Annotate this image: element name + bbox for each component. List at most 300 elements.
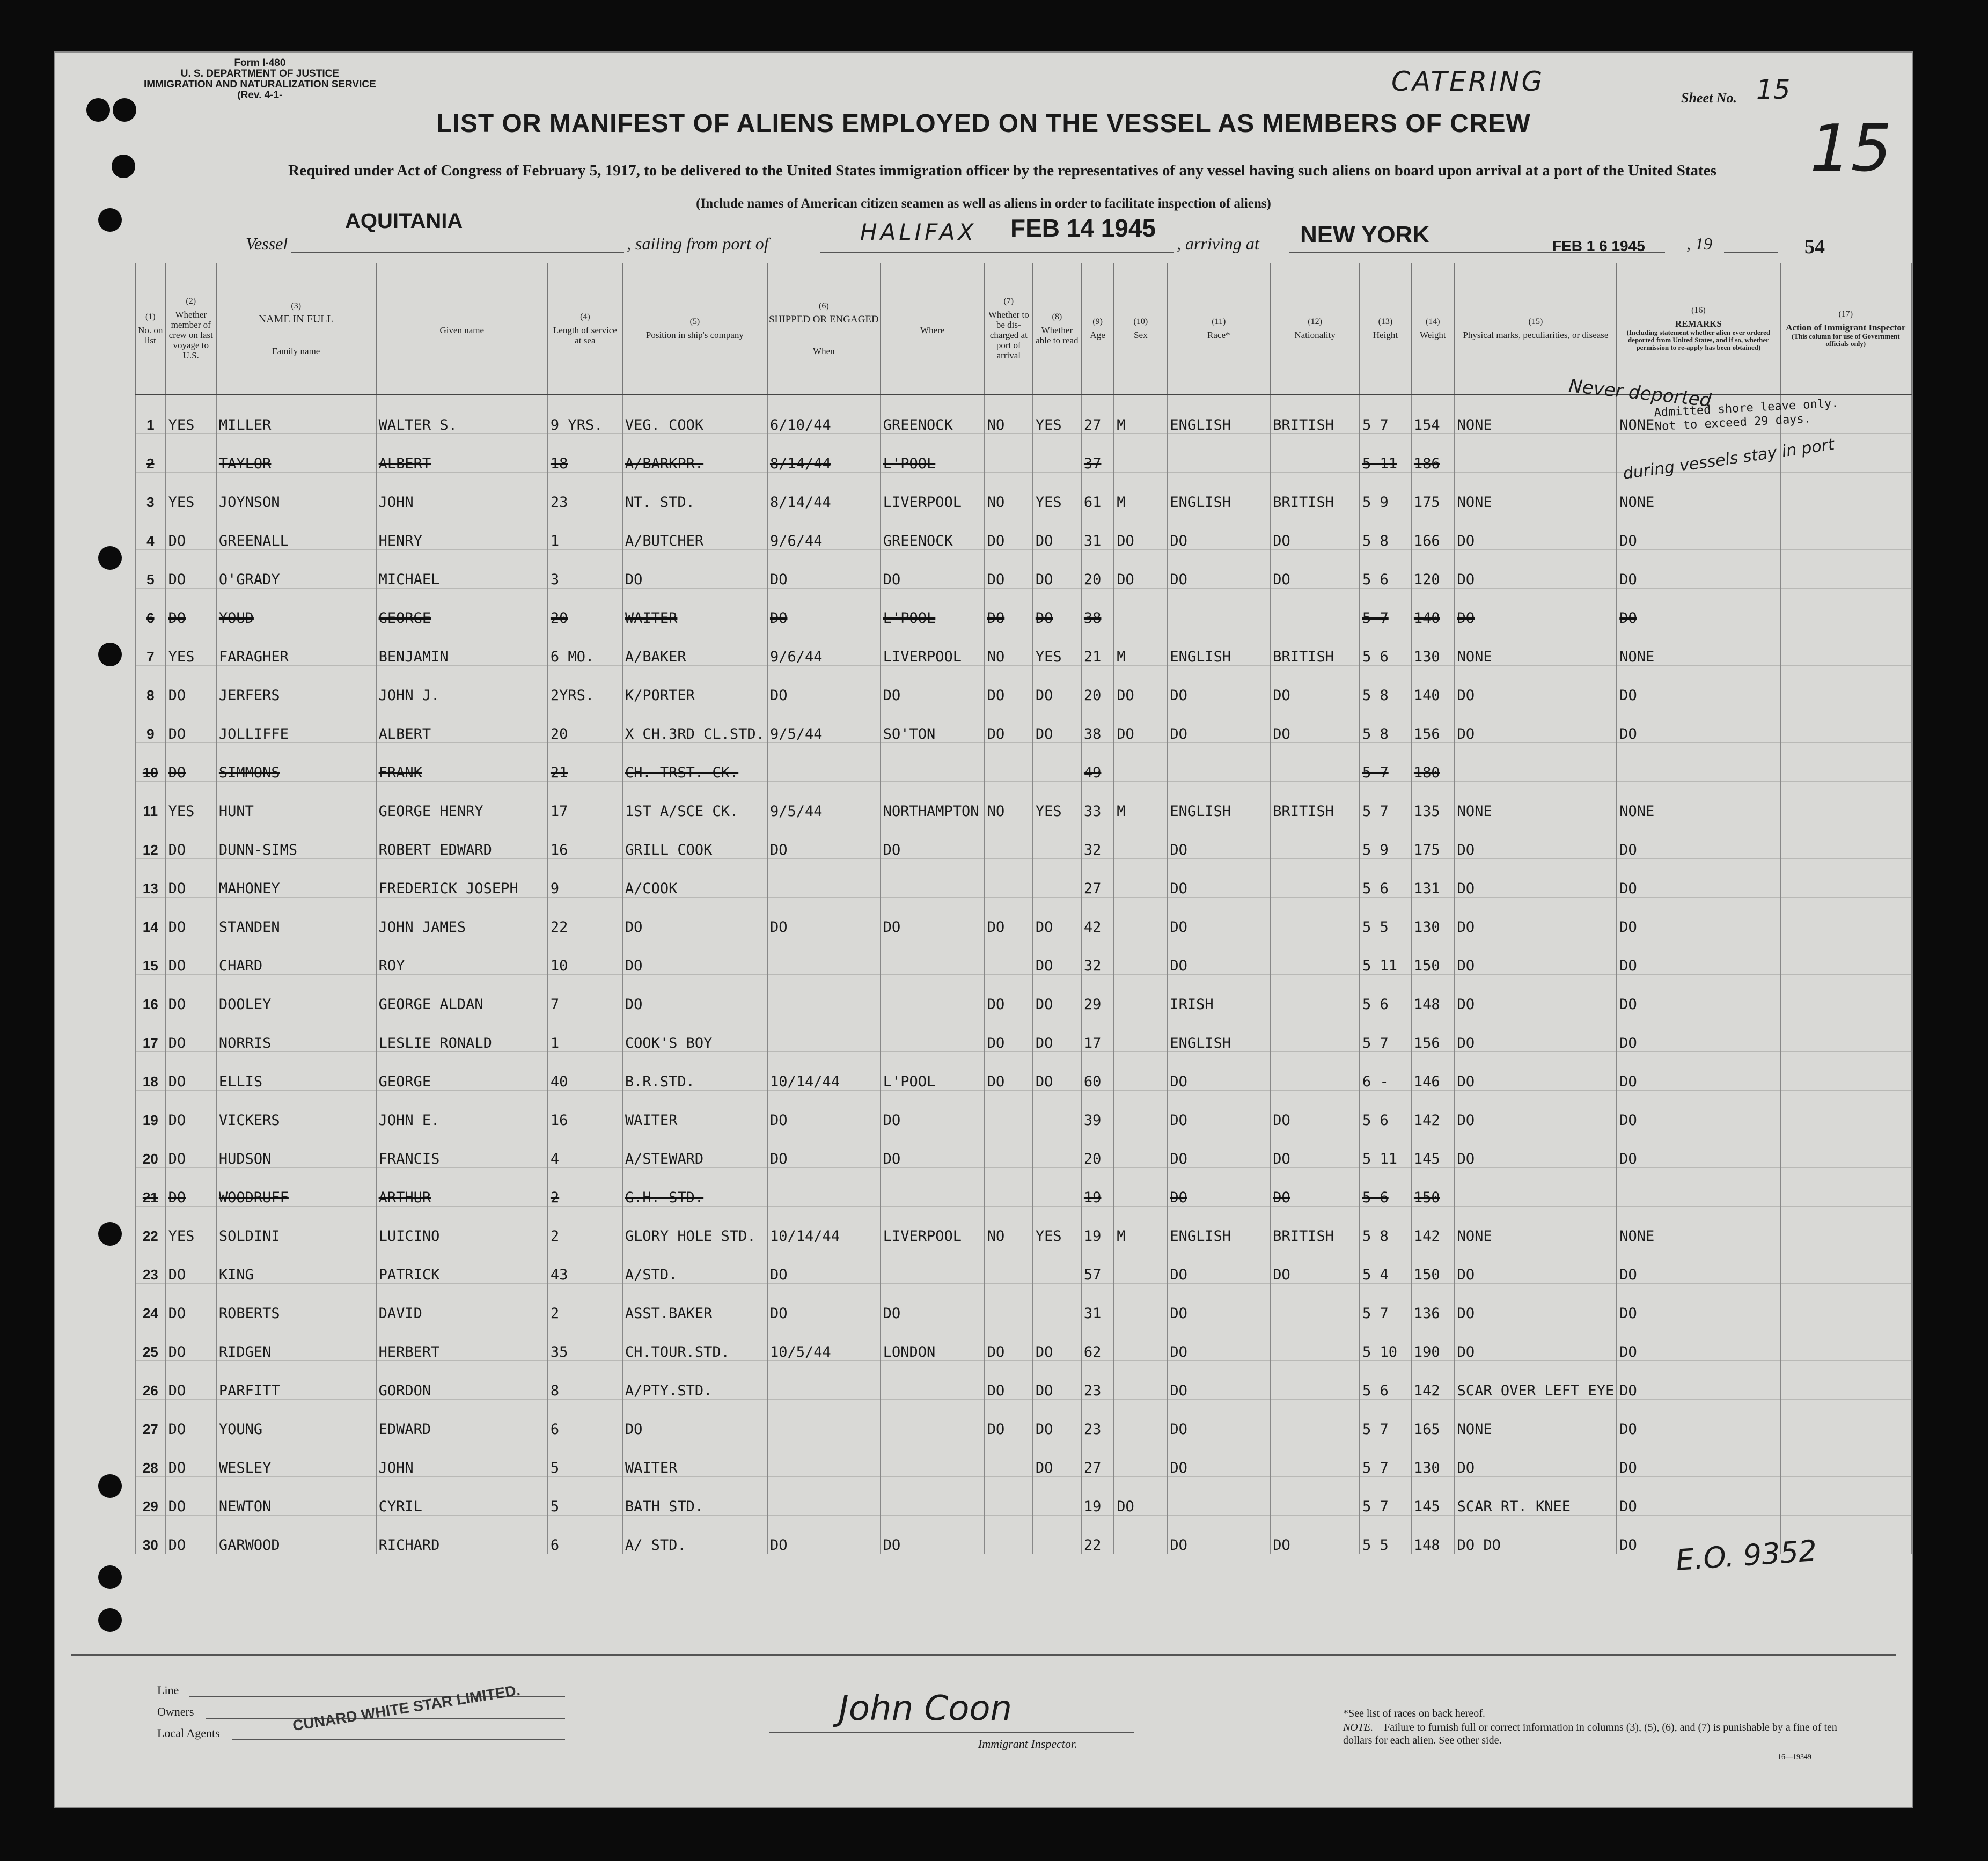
- cell-where: DO: [881, 1284, 985, 1322]
- cell-nat: DO: [1270, 704, 1360, 743]
- cell-read: DO: [1033, 1052, 1081, 1091]
- cell-marks: DO: [1455, 1245, 1617, 1284]
- col-action: (17) Action of Immigrant Inspector (This column for use of Government officials only): [1780, 263, 1911, 395]
- cell-position: A/BAKER: [622, 627, 767, 666]
- cell-nat: [1270, 820, 1360, 859]
- cell-read: DO: [1033, 666, 1081, 704]
- cell-family: O'GRADY: [216, 550, 376, 589]
- cell-given: RICHARD: [376, 1516, 548, 1554]
- cell-discharged: NO: [985, 473, 1033, 511]
- cell-remarks: NONE: [1617, 627, 1780, 666]
- cell-action: [1780, 704, 1911, 743]
- cell-remarks: DO: [1617, 859, 1780, 898]
- cell-height: 5 7: [1360, 395, 1411, 434]
- cell-action: [1780, 898, 1911, 936]
- cell-given: MICHAEL: [376, 550, 548, 589]
- cell-read: [1033, 1245, 1081, 1284]
- cell-prev: DO: [166, 743, 216, 782]
- cell-sex: [1114, 434, 1167, 473]
- cell-sex: [1114, 975, 1167, 1013]
- cell-when: [767, 1477, 881, 1516]
- cell-read: [1033, 1168, 1081, 1207]
- cell-family: JOLLIFFE: [216, 704, 376, 743]
- penalty-note: [1343, 1721, 1847, 1747]
- cell-service: 6: [548, 1400, 622, 1438]
- cell-age: 31: [1081, 1284, 1114, 1322]
- cell-height: 5 8: [1360, 511, 1411, 550]
- cell-remarks: DO: [1617, 666, 1780, 704]
- cell-where: DO: [881, 1129, 985, 1168]
- cell-family: VICKERS: [216, 1091, 376, 1129]
- cell-service: 5: [548, 1477, 622, 1516]
- cell-sex: DO: [1114, 666, 1167, 704]
- note-prefix: NOTE.: [1343, 1722, 1374, 1733]
- cell-weight: 165: [1411, 1400, 1455, 1438]
- cell-service: 7: [548, 975, 622, 1013]
- cell-when: DO: [767, 1284, 881, 1322]
- cell-age: 60: [1081, 1052, 1114, 1091]
- cell-where: [881, 1013, 985, 1052]
- cell-discharged: DO: [985, 975, 1033, 1013]
- crew-row: [135, 1477, 1911, 1516]
- cell-remarks: NONE: [1617, 1207, 1780, 1245]
- cell-marks: DO DO: [1455, 1516, 1617, 1554]
- cell-age: 32: [1081, 820, 1114, 859]
- cell-height: 5 7: [1360, 589, 1411, 627]
- cell-height: 5 6: [1360, 1168, 1411, 1207]
- cell-nat: [1270, 1438, 1360, 1477]
- cell-sex: DO: [1114, 704, 1167, 743]
- cell-age: 61: [1081, 473, 1114, 511]
- cell-service: 43: [548, 1245, 622, 1284]
- cell-remarks: DO: [1617, 1361, 1780, 1400]
- cell-sex: M: [1114, 1207, 1167, 1245]
- col-read: (8) Whether able to read: [1033, 263, 1081, 395]
- signature-blank: [769, 1732, 1134, 1733]
- cell-weight: 150: [1411, 1168, 1455, 1207]
- cell-nat: DO: [1270, 666, 1360, 704]
- cell-action: [1780, 859, 1911, 898]
- cell-discharged: NO: [985, 395, 1033, 434]
- cell-marks: NONE: [1455, 1207, 1617, 1245]
- cell-age: 20: [1081, 1129, 1114, 1168]
- cell-no: 25: [135, 1322, 166, 1361]
- cell-given: GORDON: [376, 1361, 548, 1400]
- cell-family: STANDEN: [216, 898, 376, 936]
- revision: (Rev. 4-1-: [237, 90, 283, 101]
- cell-where: NORTHAMPTON: [881, 782, 985, 820]
- col-weight: (14) Weight: [1411, 263, 1455, 395]
- cell-race: ENGLISH: [1167, 782, 1270, 820]
- cell-remarks: [1617, 743, 1780, 782]
- cell-action: [1780, 666, 1911, 704]
- cell-where: [881, 1361, 985, 1400]
- crew-table: [135, 263, 1912, 1554]
- cell-read: DO: [1033, 975, 1081, 1013]
- cell-height: 5 6: [1360, 1091, 1411, 1129]
- cell-prev: DO: [166, 975, 216, 1013]
- cell-remarks: DO: [1617, 975, 1780, 1013]
- cell-discharged: [985, 1091, 1033, 1129]
- crew-row: [135, 589, 1911, 627]
- cell-weight: 180: [1411, 743, 1455, 782]
- cell-weight: 130: [1411, 898, 1455, 936]
- cell-service: 18: [548, 434, 622, 473]
- cell-marks: NONE: [1455, 782, 1617, 820]
- cell-when: [767, 1438, 881, 1477]
- cell-given: GEORGE HENRY: [376, 782, 548, 820]
- cell-remarks: DO: [1617, 1129, 1780, 1168]
- cell-when: [767, 936, 881, 975]
- cell-no: 17: [135, 1013, 166, 1052]
- cell-service: 16: [548, 820, 622, 859]
- cell-sex: [1114, 936, 1167, 975]
- cell-age: 37: [1081, 434, 1114, 473]
- cell-height: 5 4: [1360, 1245, 1411, 1284]
- cell-action: [1780, 1091, 1911, 1129]
- cell-race: DO: [1167, 820, 1270, 859]
- cell-race: DO: [1167, 704, 1270, 743]
- cell-when: DO: [767, 898, 881, 936]
- cell-position: X CH.3RD CL.STD.: [622, 704, 767, 743]
- crew-row: [135, 782, 1911, 820]
- cell-weight: 135: [1411, 782, 1455, 820]
- cell-position: A/STD.: [622, 1245, 767, 1284]
- cell-no: 18: [135, 1052, 166, 1091]
- cell-family: RIDGEN: [216, 1322, 376, 1361]
- cell-sex: [1114, 898, 1167, 936]
- cell-race: DO: [1167, 511, 1270, 550]
- manifest-sheet: [54, 51, 1913, 1808]
- cell-remarks: [1617, 1168, 1780, 1207]
- cell-prev: DO: [166, 1400, 216, 1438]
- cell-age: 31: [1081, 511, 1114, 550]
- cell-race: DO: [1167, 1438, 1270, 1477]
- cell-remarks: DO: [1617, 550, 1780, 589]
- cell-sex: [1114, 1361, 1167, 1400]
- cell-marks: DO: [1455, 1091, 1617, 1129]
- cell-discharged: [985, 743, 1033, 782]
- cell-when: 9/5/44: [767, 782, 881, 820]
- cell-when: 9/6/44: [767, 627, 881, 666]
- cell-remarks: DO: [1617, 1322, 1780, 1361]
- cell-read: [1033, 434, 1081, 473]
- cell-service: 2: [548, 1284, 622, 1322]
- cell-no: 30: [135, 1516, 166, 1554]
- cell-prev: DO: [166, 1091, 216, 1129]
- cell-service: 1: [548, 511, 622, 550]
- cell-read: YES: [1033, 1207, 1081, 1245]
- cell-marks: [1455, 743, 1617, 782]
- cell-marks: DO: [1455, 936, 1617, 975]
- cell-age: 27: [1081, 1438, 1114, 1477]
- cell-discharged: [985, 1284, 1033, 1322]
- footer-divider: [71, 1654, 1896, 1656]
- cell-age: 27: [1081, 859, 1114, 898]
- cell-age: 20: [1081, 666, 1114, 704]
- cell-service: 4: [548, 1129, 622, 1168]
- cell-remarks: DO: [1617, 1438, 1780, 1477]
- cell-position: WAITER: [622, 589, 767, 627]
- cell-weight: 120: [1411, 550, 1455, 589]
- cell-no: 23: [135, 1245, 166, 1284]
- cell-service: 9: [548, 859, 622, 898]
- cell-read: DO: [1033, 1361, 1081, 1400]
- cell-service: 23: [548, 473, 622, 511]
- cell-action: [1780, 975, 1911, 1013]
- cell-action: [1780, 782, 1911, 820]
- cell-prev: DO: [166, 550, 216, 589]
- cell-family: HUNT: [216, 782, 376, 820]
- cell-action: [1780, 1284, 1911, 1322]
- agents-blank: [232, 1739, 565, 1740]
- cell-age: 17: [1081, 1013, 1114, 1052]
- cell-discharged: NO: [985, 782, 1033, 820]
- cell-remarks: DO: [1617, 936, 1780, 975]
- cell-family: DOOLEY: [216, 975, 376, 1013]
- cell-service: 10: [548, 936, 622, 975]
- cell-age: 49: [1081, 743, 1114, 782]
- crew-row: [135, 1129, 1911, 1168]
- crew-row: [135, 1438, 1911, 1477]
- cell-read: [1033, 1516, 1081, 1554]
- annotation-during-stay: during vessels stay in port: [1622, 435, 1836, 484]
- cell-prev: DO: [166, 1168, 216, 1207]
- cell-position: A/ STD.: [622, 1516, 767, 1554]
- cell-given: LUICINO: [376, 1207, 548, 1245]
- cell-prev: DO: [166, 1245, 216, 1284]
- cell-weight: 130: [1411, 627, 1455, 666]
- cell-marks: DO: [1455, 898, 1617, 936]
- cell-race: DO: [1167, 1129, 1270, 1168]
- cell-height: 5 7: [1360, 1013, 1411, 1052]
- cell-remarks: DO: [1617, 1477, 1780, 1516]
- cell-marks: DO: [1455, 704, 1617, 743]
- cell-marks: DO: [1455, 589, 1617, 627]
- cell-action: [1780, 1013, 1911, 1052]
- cell-height: 5 8: [1360, 666, 1411, 704]
- cell-read: [1033, 820, 1081, 859]
- cell-given: CYRIL: [376, 1477, 548, 1516]
- cell-discharged: [985, 936, 1033, 975]
- cell-height: 5 9: [1360, 820, 1411, 859]
- cell-prev: DO: [166, 704, 216, 743]
- cell-position: GLORY HOLE STD.: [622, 1207, 767, 1245]
- cell-nat: BRITISH: [1270, 627, 1360, 666]
- cell-where: DO: [881, 898, 985, 936]
- cell-marks: DO: [1455, 859, 1617, 898]
- cell-race: DO: [1167, 1361, 1270, 1400]
- cell-service: 5: [548, 1438, 622, 1477]
- cell-action: [1780, 1477, 1911, 1516]
- cell-where: LIVERPOOL: [881, 627, 985, 666]
- punch-hole: [112, 155, 135, 178]
- year-label: , 19: [1686, 234, 1712, 253]
- cell-marks: NONE: [1455, 395, 1617, 434]
- cell-prev: DO: [166, 1129, 216, 1168]
- crew-row: [135, 666, 1911, 704]
- cell-action: [1780, 1400, 1911, 1438]
- form-title: LIST OR MANIFEST OF ALIENS EMPLOYED ON THE VESSEL AS MEMBERS OF CREW: [436, 109, 1531, 138]
- cell-family: MAHONEY: [216, 859, 376, 898]
- cell-position: DO: [622, 975, 767, 1013]
- cell-read: DO: [1033, 1438, 1081, 1477]
- cell-no: 28: [135, 1438, 166, 1477]
- cell-discharged: DO: [985, 511, 1033, 550]
- cell-age: 42: [1081, 898, 1114, 936]
- cell-marks: DO: [1455, 1284, 1617, 1322]
- cell-height: 5 7: [1360, 1284, 1411, 1322]
- sheet-label: Sheet No.: [1681, 90, 1737, 106]
- cell-weight: 150: [1411, 936, 1455, 975]
- cell-no: 8: [135, 666, 166, 704]
- cell-nat: [1270, 1013, 1360, 1052]
- cell-action: [1780, 936, 1911, 975]
- cell-race: DO: [1167, 666, 1270, 704]
- cell-no: 24: [135, 1284, 166, 1322]
- races-note: *See list of races on back hereof.: [1343, 1708, 1485, 1719]
- cell-nat: DO: [1270, 1168, 1360, 1207]
- cell-nat: [1270, 898, 1360, 936]
- cell-discharged: [985, 820, 1033, 859]
- cell-family: NORRIS: [216, 1013, 376, 1052]
- cell-discharged: DO: [985, 1400, 1033, 1438]
- cell-discharged: [985, 1477, 1033, 1516]
- cell-sex: [1114, 1322, 1167, 1361]
- cell-nat: [1270, 1400, 1360, 1438]
- cell-sex: M: [1114, 473, 1167, 511]
- cell-position: CH. TRST. CK.: [622, 743, 767, 782]
- cell-remarks: NONE: [1617, 782, 1780, 820]
- cell-nat: [1270, 936, 1360, 975]
- cell-height: 5 7: [1360, 1438, 1411, 1477]
- cell-race: DO: [1167, 1322, 1270, 1361]
- cell-prev: [166, 434, 216, 473]
- punch-hole: [98, 1222, 122, 1246]
- cell-no: 2: [135, 434, 166, 473]
- cell-action: [1780, 550, 1911, 589]
- annotation-admitted: Admitted shore leave only. Not to exceed 29 days.: [1653, 396, 1839, 434]
- crew-row: [135, 859, 1911, 898]
- cell-race: DO: [1167, 936, 1270, 975]
- col-race: (11) Race*: [1167, 263, 1270, 395]
- cell-when: 8/14/44: [767, 434, 881, 473]
- cell-position: CH.TOUR.STD.: [622, 1322, 767, 1361]
- cell-weight: 190: [1411, 1322, 1455, 1361]
- vessel-name: AQUITANIA: [345, 209, 463, 233]
- cell-weight: 154: [1411, 395, 1455, 434]
- crew-row: [135, 1013, 1911, 1052]
- cell-marks: DO: [1455, 820, 1617, 859]
- cell-height: 5 6: [1360, 1361, 1411, 1400]
- cell-service: 9 YRS.: [548, 395, 622, 434]
- cell-position: GRILL COOK: [622, 820, 767, 859]
- cell-when: 8/14/44: [767, 473, 881, 511]
- remarks-note: (Including statement whether alien ever ordered deported from United States, and if so, whether permission to re-apply has been obtained): [1626, 328, 1771, 351]
- cell-age: 62: [1081, 1322, 1114, 1361]
- cell-position: B.R.STD.: [622, 1052, 767, 1091]
- cell-sex: [1114, 1091, 1167, 1129]
- cell-marks: DO: [1455, 975, 1617, 1013]
- cell-family: ELLIS: [216, 1052, 376, 1091]
- cell-sex: [1114, 1168, 1167, 1207]
- cell-position: NT. STD.: [622, 473, 767, 511]
- cell-where: LIVERPOOL: [881, 473, 985, 511]
- cell-no: 26: [135, 1361, 166, 1400]
- cell-marks: DO: [1455, 550, 1617, 589]
- cell-position: A/STEWARD: [622, 1129, 767, 1168]
- cell-given: WALTER S.: [376, 395, 548, 434]
- crew-row: [135, 743, 1911, 782]
- cell-sex: [1114, 1516, 1167, 1554]
- cell-action: [1780, 743, 1911, 782]
- annotation-never-deported: Never deported: [1567, 375, 1713, 411]
- cell-when: 10/5/44: [767, 1322, 881, 1361]
- cell-action: [1780, 1245, 1911, 1284]
- crew-row: [135, 511, 1911, 550]
- inspector-label: Immigrant Inspector.: [978, 1737, 1077, 1750]
- cell-action: [1780, 1361, 1911, 1400]
- cell-read: YES: [1033, 627, 1081, 666]
- col-service: (4) Length of service at sea: [548, 263, 622, 395]
- cell-position: DO: [622, 936, 767, 975]
- cell-service: 17: [548, 782, 622, 820]
- cell-weight: 150: [1411, 1245, 1455, 1284]
- cell-discharged: DO: [985, 666, 1033, 704]
- cell-nat: [1270, 1284, 1360, 1322]
- cell-position: WAITER: [622, 1091, 767, 1129]
- cell-family: PARFITT: [216, 1361, 376, 1400]
- cell-prev: DO: [166, 898, 216, 936]
- cell-discharged: [985, 1129, 1033, 1168]
- cell-read: DO: [1033, 550, 1081, 589]
- cell-given: LESLIE RONALD: [376, 1013, 548, 1052]
- cell-where: [881, 859, 985, 898]
- cell-read: YES: [1033, 782, 1081, 820]
- cell-position: A/BARKPR.: [622, 434, 767, 473]
- col-remarks: (16) REMARKS (Including statement whether alien ever ordered deported from United States, and if so, whether permission to re-apply has been obtained): [1617, 263, 1780, 395]
- cell-marks: DO: [1455, 666, 1617, 704]
- cell-weight: 145: [1411, 1129, 1455, 1168]
- cell-position: K/PORTER: [622, 666, 767, 704]
- cell-weight: 148: [1411, 1516, 1455, 1554]
- cell-where: LONDON: [881, 1322, 985, 1361]
- cell-action: [1780, 589, 1911, 627]
- cell-where: L'POOL: [881, 589, 985, 627]
- cell-remarks: DO: [1617, 1091, 1780, 1129]
- cell-action: [1780, 820, 1911, 859]
- cell-no: 19: [135, 1091, 166, 1129]
- cell-position: A/BUTCHER: [622, 511, 767, 550]
- cell-race: DO: [1167, 1400, 1270, 1438]
- cell-height: 5 11: [1360, 936, 1411, 975]
- cell-when: [767, 975, 881, 1013]
- cell-race: IRISH: [1167, 975, 1270, 1013]
- cell-where: DO: [881, 666, 985, 704]
- cell-weight: 148: [1411, 975, 1455, 1013]
- cell-nat: [1270, 975, 1360, 1013]
- cell-read: [1033, 1477, 1081, 1516]
- cell-service: 3: [548, 550, 622, 589]
- crew-row: [135, 898, 1911, 936]
- cell-marks: DO: [1455, 1013, 1617, 1052]
- cell-where: L'POOL: [881, 434, 985, 473]
- cell-age: 23: [1081, 1400, 1114, 1438]
- cell-sex: [1114, 589, 1167, 627]
- cell-age: 38: [1081, 704, 1114, 743]
- cell-where: [881, 1245, 985, 1284]
- sailing-date: FEB 14 1945: [1010, 214, 1156, 242]
